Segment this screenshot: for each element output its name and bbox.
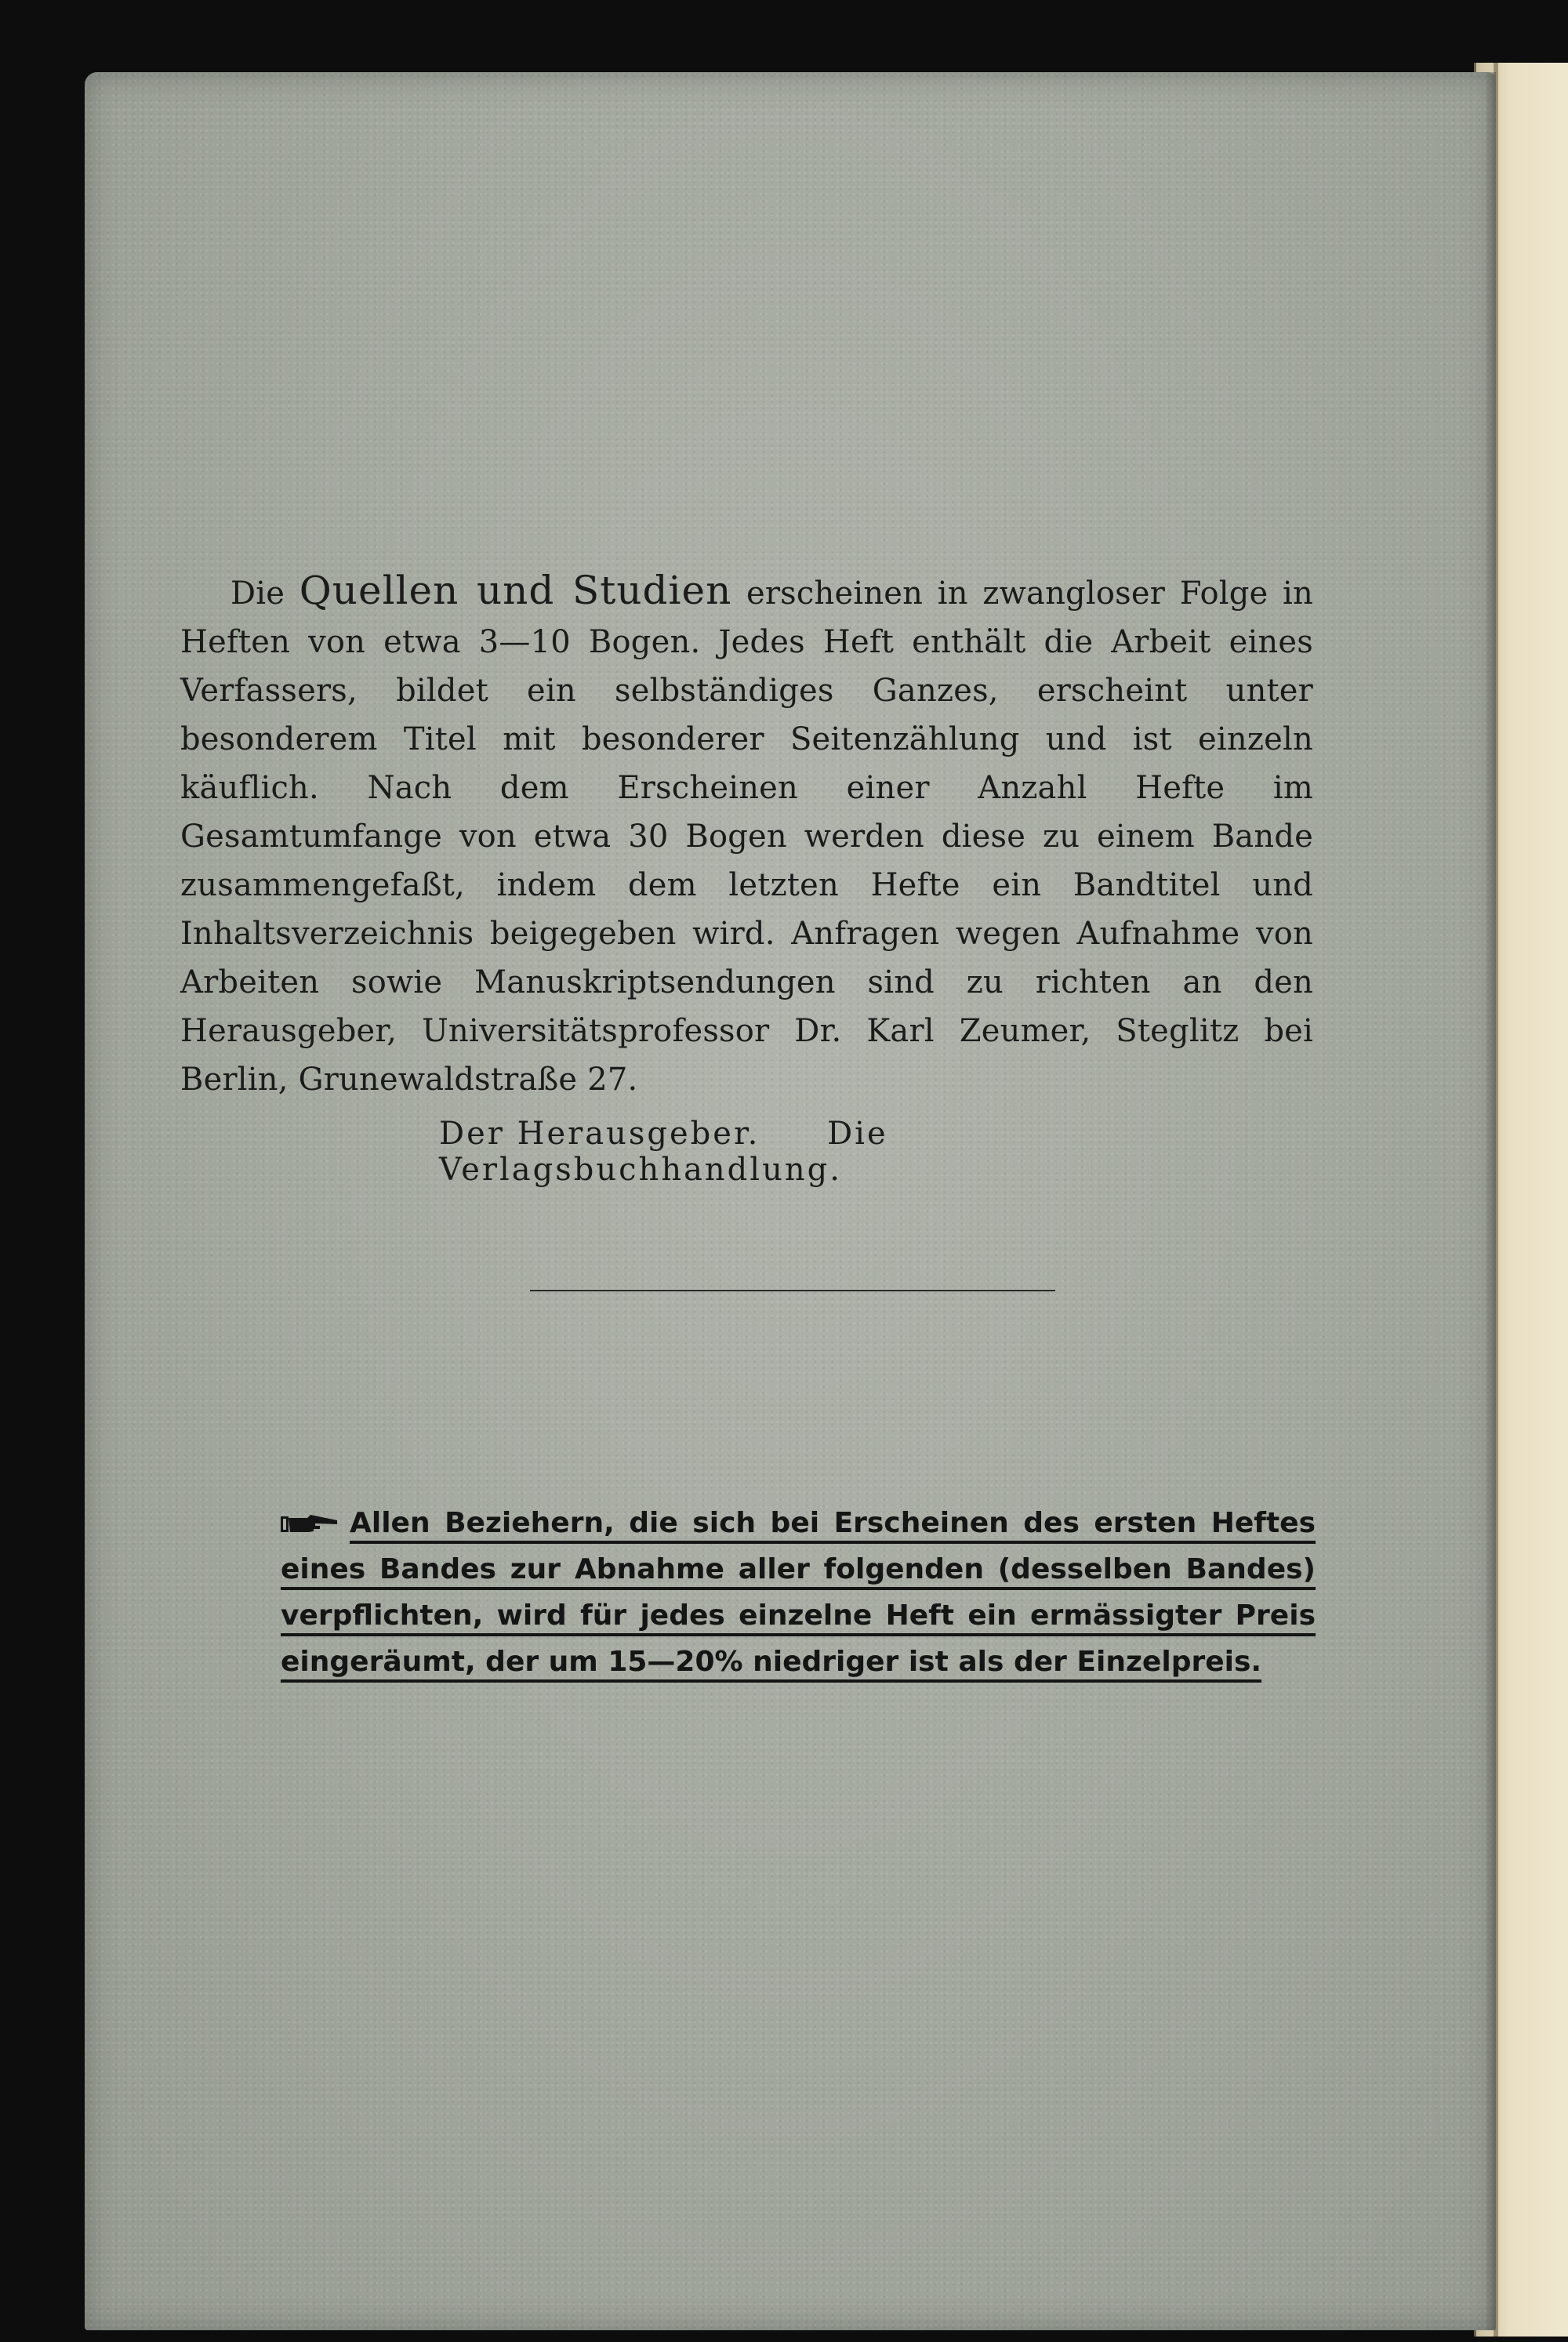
- horizontal-divider: [530, 1290, 1055, 1291]
- publication-notice: [180, 566, 1313, 1104]
- notice-opening-word: Die: [230, 576, 285, 612]
- notice-body: erscheinen in zwangloser Folge in Heften von etwa 3—10 Bogen. Jedes Heft enthält die Arbeit eines Verfassers, bildet ein selbständiges Ganzes, erscheint unter besonderem Titel mit besonderer Seitenzählung und ist einzeln käuflich. Nach dem Erscheinen einer Anzahl Hefte im Gesamtumfange von etwa 30 Bogen werden diese zu einem Bande zusammengefaßt, indem dem letzten Hefte ein Bandtitel und Inhaltsverzeichnis beigegeben wird. Anfragen wegen Aufnahme von Arbeiten sowie Manuskriptsendungen sind zu richten an den Herausgeber, Universitätsprofessor Dr. Karl Zeumer, Steglitz bei Berlin, Grunewaldstraße 27.: [180, 576, 1314, 1098]
- editor-signature: Der Herausgeber.: [439, 1116, 760, 1152]
- subscription-text: Allen Beziehern, die sich bei Erscheinen des ersten Heftes eines Bandes zur Abnahme aller folgenden (desselben Bandes) verpflichten, wird für jedes einzelne Heft ein ermässigter Preis eingeräumt, der um 15—20% niedriger ist als der Einzelpreis.: [281, 1507, 1316, 1683]
- signature-line: [439, 1116, 1301, 1188]
- cover-shadow-edge: [1485, 72, 1496, 2330]
- publisher-signature: Die Verlagsbuchhandlung.: [439, 1116, 888, 1188]
- pointing-hand-icon: [281, 1512, 342, 1535]
- back-cover: [85, 72, 1496, 2330]
- subscription-notice: [281, 1500, 1316, 1685]
- series-title: Quellen und Studien: [299, 568, 732, 613]
